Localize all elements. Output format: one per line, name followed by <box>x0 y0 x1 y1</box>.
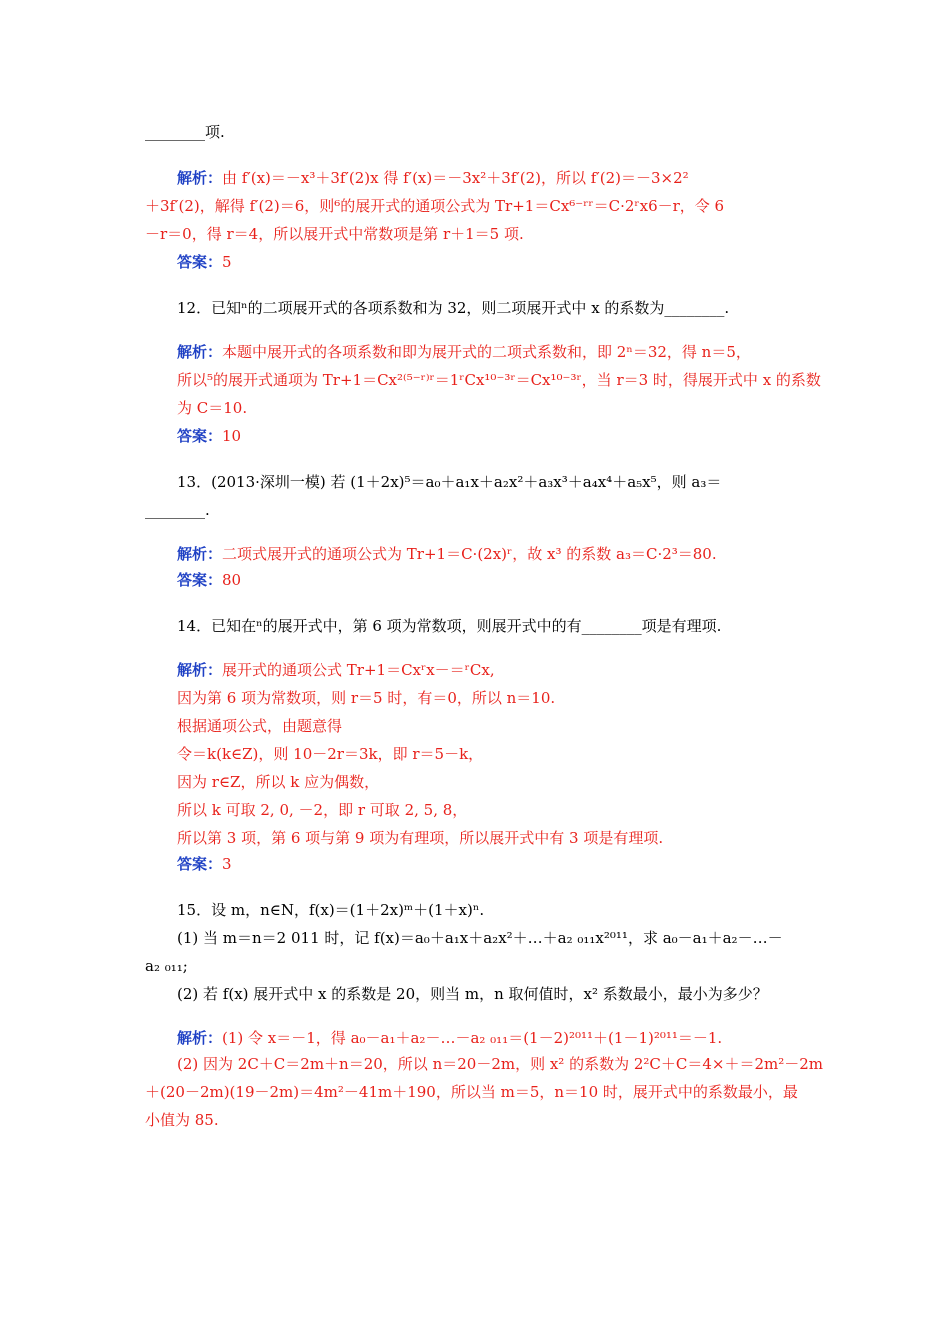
solution-line <box>177 660 495 680</box>
line-text: (2) 若 f(x) 展开式中 x 的系数是 20，则当 m，n 取何值时，x² 系数最小，最小为多少？ <box>177 985 768 1003</box>
line-text: 80 <box>222 571 242 589</box>
question-line <box>145 122 225 142</box>
answer-label: 答案： <box>177 427 223 445</box>
answer-label: 答案： <box>177 855 223 873</box>
line-text: ________. <box>145 501 210 519</box>
question-line <box>145 956 188 976</box>
question-line <box>177 298 729 318</box>
answer-label: 答案： <box>177 571 223 589</box>
solution-line <box>145 224 524 244</box>
solution-line <box>177 800 467 820</box>
line-text: 3 <box>222 855 232 873</box>
line-text: 本题中展开式的各项系数和即为展开式的二项式系数和，即 2ⁿ＝32，得 n＝5， <box>222 343 751 361</box>
solution-line <box>177 398 247 418</box>
line-text: 因为 r∈Z，所以 k 应为偶数， <box>177 773 380 791</box>
solution-line <box>177 688 555 708</box>
solution-line <box>177 716 342 736</box>
answer-label: 答案： <box>177 253 223 271</box>
line-text: a₂ ₀₁₁; <box>145 957 188 975</box>
solution-line <box>177 370 821 390</box>
line-text: －r＝0，得 r＝4，所以展开式中常数项是第 r＋1＝5 项. <box>145 225 524 243</box>
line-text: 因为第 6 项为常数项，则 r＝5 时，有＝0，所以 n＝10. <box>177 689 556 707</box>
solution-line <box>145 196 724 216</box>
solution-line <box>177 854 232 874</box>
line-text: 所以⁵的展开式通项为 Tr+1＝Cx²⁽⁵⁻ʳ⁾ʳ＝1ʳCx¹⁰⁻³ʳ＝Cx¹⁰⁻³ʳ，当 r＝3 时，得展开式中 x 的系数 <box>177 371 821 389</box>
solution-line <box>177 772 379 792</box>
line-text: 小值为 85. <box>145 1111 219 1129</box>
line-text: 5 <box>222 253 232 271</box>
line-text: ________项. <box>145 123 225 141</box>
analysis-label: 解析： <box>177 545 223 563</box>
solution-line <box>177 1054 823 1074</box>
analysis-label: 解析： <box>177 343 223 361</box>
line-text: (2) 因为 2C＋C＝2m＋n＝20，所以 n＝20－2m，则 x² 的系数为 2²C＋C＝4×＋＝2m²－2m <box>177 1055 824 1073</box>
line-text: (1) 令 x＝－1，得 a₀－a₁＋a₂－…－a₂ ₀₁₁＝(1－2)²⁰¹¹＋(1－1)²⁰¹¹＝－1. <box>222 1029 723 1047</box>
question-line <box>177 984 768 1004</box>
solution-line <box>177 828 663 848</box>
line-text: 15．设 m，n∈N，f(x)＝(1＋2x)ᵐ＋(1＋x)ⁿ. <box>177 901 485 919</box>
question-line <box>177 928 783 948</box>
solution-line <box>177 426 241 446</box>
solution-line <box>177 168 689 188</box>
line-text: (1) 当 m＝n＝2 011 时，记 f(x)＝a₀＋a₁x＋a₂x²＋…＋a₂ ₀₁₁x²⁰¹¹，求 a₀－a₁＋a₂－…－ <box>177 929 783 947</box>
line-text: ＋(20－2m)(19－2m)＝4m²－41m＋190，所以当 m＝5，n＝10 时，展开式中的系数最小，最 <box>145 1083 798 1101</box>
question-line <box>177 616 721 636</box>
line-text: ＋3f′(2)，解得 f′(2)＝6，则⁶的展开式的通项公式为 Tr+1＝Cx⁶⁻ʳʳ＝C·2ʳx6－r，令 6 <box>145 197 725 215</box>
line-text: 10 <box>222 427 242 445</box>
line-text: 所以 k 可取 2, 0, －2，即 r 可取 2, 5, 8， <box>177 801 468 819</box>
analysis-label: 解析： <box>177 661 223 679</box>
question-line <box>177 900 484 920</box>
line-text: 13．(2013·深圳一模) 若 (1＋2x)⁵＝a₀＋a₁x＋a₂x²＋a₃x³＋a₄x⁴＋a₅x⁵，则 a₃＝ <box>177 473 722 491</box>
analysis-label: 解析： <box>177 169 223 187</box>
solution-line <box>177 342 751 362</box>
solution-line <box>177 252 232 272</box>
analysis-label: 解析： <box>177 1029 223 1047</box>
line-text: 14．已知在ⁿ的展开式中，第 6 项为常数项，则展开式中的有________项是有理项. <box>177 617 722 635</box>
line-text: 根据通项公式，由题意得 <box>177 717 343 735</box>
line-text: 展开式的通项公式 Tr+1＝Cxʳx－＝ʳCx, <box>222 661 495 679</box>
solution-line <box>177 744 483 764</box>
question-line <box>145 500 210 520</box>
line-text: 由 f′(x)＝－x³＋3f′(2)x 得 f′(x)＝－3x²＋3f′(2)，所以 f′(2)＝－3×2² <box>222 169 689 187</box>
solution-line <box>145 1110 219 1130</box>
line-text: 令＝k(k∈Z)，则 10－2r＝3k，即 r＝5－k， <box>177 745 484 763</box>
line-text: 为 C＝10. <box>177 399 248 417</box>
solution-line <box>177 570 241 590</box>
solution-line <box>177 544 717 564</box>
line-text: 12．已知ⁿ的二项展开式的各项系数和为 32，则二项展开式中 x 的系数为________. <box>177 299 730 317</box>
question-line <box>177 472 721 492</box>
line-text: 所以第 3 项，第 6 项与第 9 项为有理项，所以展开式中有 3 项是有理项. <box>177 829 664 847</box>
line-text: 二项式展开式的通项公式为 Tr+1＝C·(2x)ʳ，故 x³ 的系数 a₃＝C·2³＝80. <box>222 545 717 563</box>
solution-line <box>145 1082 798 1102</box>
solution-line <box>177 1028 722 1048</box>
